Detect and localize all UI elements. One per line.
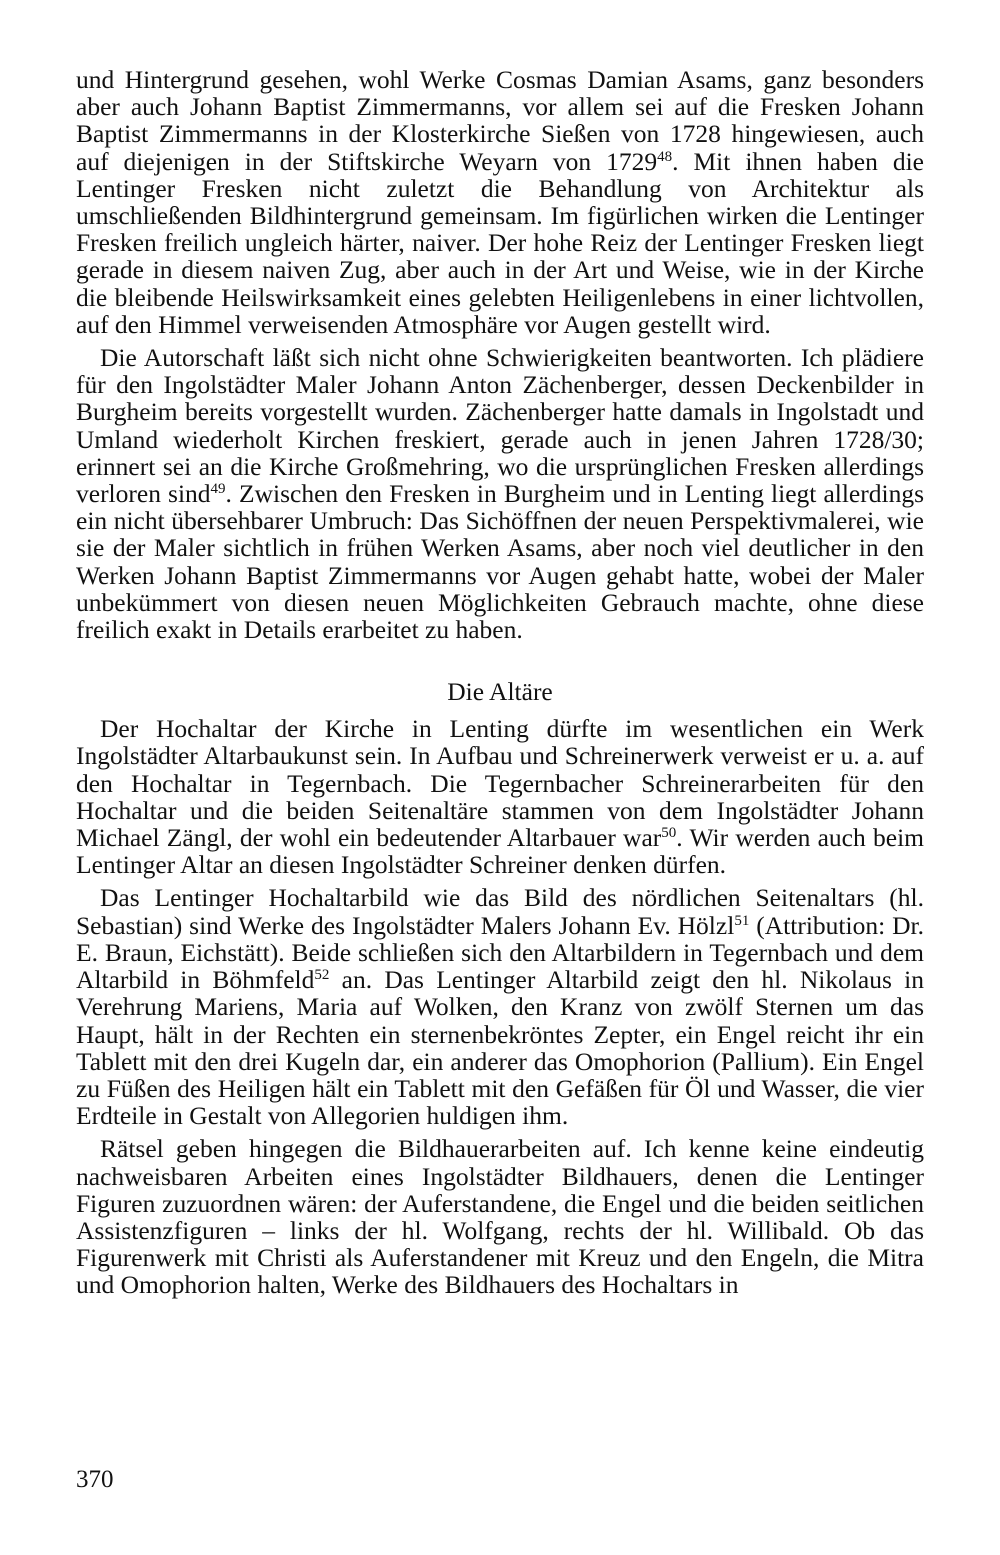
footnote-ref-49[interactable]: 49 <box>210 481 226 498</box>
paragraph-autorschaft <box>76 344 924 643</box>
text-run: . Wir werden auch beim Lentinger Altar an diesen Ingolstädter Schreiner denken dürfen. <box>76 823 924 880</box>
text-run: und Hintergrund gesehen, wohl Werke Cosmas Damian Asams, ganz besonders aber auch Johann Baptist Zimmermanns, vor allem sei auf die Fresken Johann Baptist Zimmermanns in der Klosterkirche Sießen von 1728 hingewiesen, auch auf diejenigen in der Stiftskirche Weyarn von 1729 <box>76 65 924 176</box>
text-run: . Zwischen den Fresken in Burgheim und in Lenting liegt allerdings ein nicht übersehbarer Umbruch: Das Sichöffnen der neuen Perspektivmalerei, wie sie der Maler sichtlich in frühen Werken Asams, aber noch viel deutlicher in den Werken Johann Baptist Zimmermanns vor Augen gehabt hatte, wobei der Maler unbekümmert von diesen neuen Möglichkeiten Gebrauch machte, ohne diese freilich exakt in Details erarbeitet zu haben. <box>76 479 925 645</box>
paragraph-hochaltar <box>76 715 924 878</box>
footnote-ref-50[interactable]: 50 <box>661 825 677 842</box>
paragraph-hochaltarbild <box>76 884 924 1129</box>
text-run: . Mit ihnen haben die Lentinger Fresken nicht zuletzt die Behandlung von Architektur als umschließenden Bildhintergrund gemeinsam. Im figürlichen wirken die Lentinger Fresken freilich ungleich härter, naiver. Der hohe Reiz der Lentinger Fresken liegt gerade in diesem naiven Zug, aber auch in der Art und Weise, wie in der Kirche die bleibende Heilswirksamkeit eines gelebten Heiligenlebens in einer lichtvollen, auf den Himmel verweisenden Atmosphäre vor Augen gestellt wird. <box>76 146 925 339</box>
text-run: an. Das Lentinger Altarbild zeigt den hl. Nikolaus in Verehrung Mariens, Maria auf Wolken, den Kranz von zwölf Sternen um das Haupt, hält in der Rechten ein sternenbekröntes Zepter, ein Engel reicht ihr ein Tablett mit den drei Kugeln dar, ein anderer das Omophorion (Pallium). Ein Engel zu Füßen des Heiligen hält ein Tablett mit den Gefäßen für Öl und Wasser, die vier Erdteile in Gestalt von Allegorien huldigen ihm. <box>76 965 924 1131</box>
text-run: Rätsel geben hingegen die Bildhauerarbeiten auf. Ich kenne keine eindeutig nachweisbaren Arbeiten eines Ingolstädter Bildhauers, denen die Lentinger Figuren zuzuordnen wären: der Auferstandene, die Engel und die beiden seitlichen Assistenzfiguren – links der hl. Wolfgang, rechts der hl. Willibald. Ob das Figurenwerk mit Christi als Auferstandener mit Kreuz und den Engeln, die Mitra und Omophorion halten, Werke des Bildhauers des Hochaltars in <box>76 1134 924 1300</box>
text-run: (Attribution: Dr. E. Braun, Eichstätt). Beide schließen sich den Altarbildern in Tegernbach und dem Altarbild in Böhmfeld <box>76 910 924 995</box>
footnote-ref-52[interactable]: 52 <box>314 967 330 984</box>
footnote-ref-48[interactable]: 48 <box>657 148 673 165</box>
page-number: 370 <box>76 1466 114 1493</box>
section-heading: Die Altäre <box>447 677 553 707</box>
text-run: Die Autorschaft läßt sich nicht ohne Schwierigkeiten beantworten. Ich plädiere für den Ingolstädter Maler Johann Anton Zächenberger, dessen Deckenbilder in Burgheim bereits vorgestellt wurden. Zächenberger hatte damals in Ingolstadt und Umland wiederholt Kirchen freskiert, gerade auch in jenen Jahren 1728/30; erinnert sei an die Kirche Großmehring, wo die ursprünglichen Fresken allerdings verloren sind <box>76 343 924 509</box>
paragraph-fresken-vergleich <box>76 66 924 338</box>
text-run: Das Lentinger Hochaltarbild wie das Bild des nördlichen Seitenaltars (hl. Sebastian) sind Werke des Ingolstädter Malers Johann Ev. Hölzl <box>76 883 924 940</box>
footnote-ref-51[interactable]: 51 <box>734 912 750 929</box>
text-run: Der Hochaltar der Kirche in Lenting dürfte im wesentlichen ein Werk Ingolstädter Altarbaukunst sein. In Aufbau und Schreinerwerk verweist er u. a. auf den Hochaltar in Tegernbach. Die Tegernbacher Schreinerarbeiten für den Hochaltar und die beiden Seitenaltäre stammen von dem Ingolstädter Johann Michael Zängl, der wohl ein bedeutender Altarbauer war <box>76 714 924 853</box>
paragraph-bildhauerarbeiten <box>76 1135 924 1298</box>
page-body <box>76 66 924 1299</box>
